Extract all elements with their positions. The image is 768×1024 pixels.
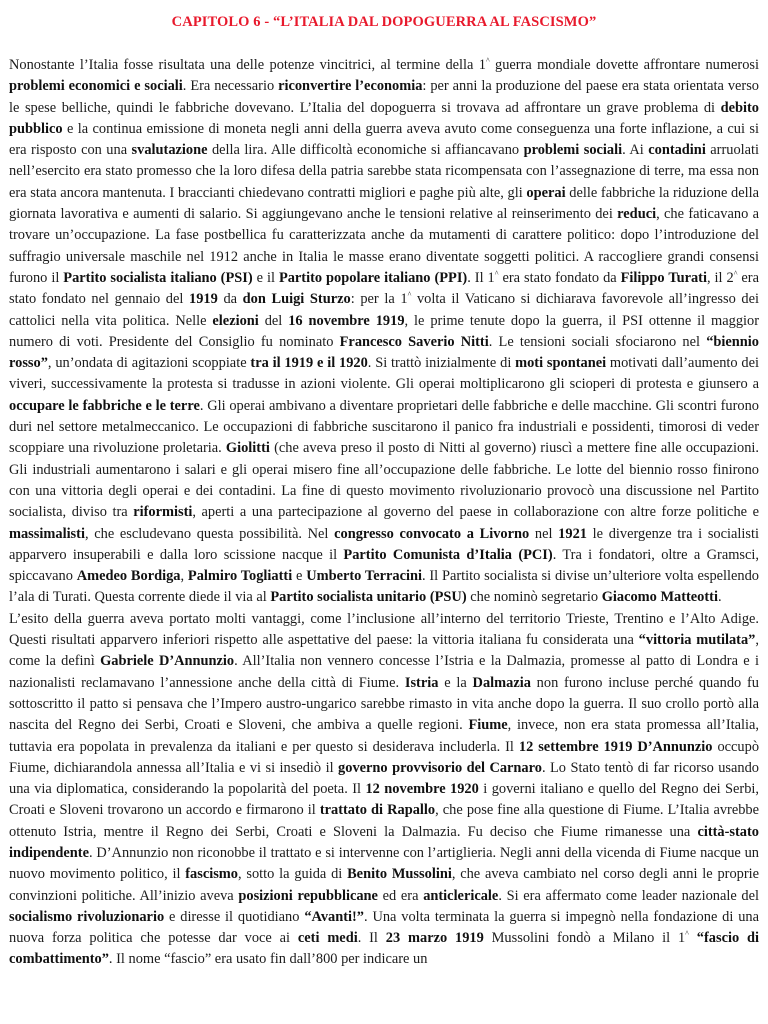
text-run: : per la 1	[350, 291, 408, 308]
bold-text: Filippo Turati	[620, 269, 707, 286]
bold-text: congresso convocato a Livorno	[334, 525, 530, 542]
text-run: , che aveva cambiato nel corso degli anni le proprie convinzioni politiche. All’inizio aveva	[9, 866, 760, 904]
superscript-text: ^	[685, 929, 689, 939]
bold-text: trattato di Rapallo	[319, 802, 436, 819]
bold-text: riconvertire l’economia	[278, 78, 423, 95]
text-run: , le prime tenute dopo la guerra, il PSI ottenne il maggior numero di voti. Presidente del Consiglio fu nominato	[9, 312, 760, 350]
text-run: era stato fondato nel gennaio del	[9, 269, 759, 308]
bold-text: riformisti	[133, 504, 193, 521]
text-run: e la	[438, 674, 473, 691]
text-run: ed era	[377, 887, 424, 904]
bold-text: socialismo rivoluzionario	[9, 908, 165, 925]
bold-text: Dalmazia	[472, 674, 531, 691]
bold-text: svalutazione	[131, 142, 208, 159]
bold-text: Istria	[404, 674, 439, 691]
text-run: L’esito della guerra aveva portato molti vantaggi, come l’inclusione all’interno del territorio Trieste, Trentino e l’Alto Adige. Questi risultati apparvero inferiori rispetto alle aspettative del paese: la vittoria italiana fu considerata una	[9, 610, 759, 649]
text-run: guerra mondiale dovette affrontare numerosi	[489, 57, 759, 73]
text-run: . Il nome “fascio” era usato fin dall’800 per indicare un	[108, 951, 428, 968]
text-run: . Una volta terminata la guerra si impegnò nella fondazione di una nuova forza politica che potesse dar voce ai	[9, 908, 760, 947]
bold-text: ceti medi	[297, 930, 358, 947]
bold-text: moti spontanei	[515, 355, 607, 372]
text-run: e il	[252, 269, 279, 286]
text-run: : per anni la produzione del paese era stata orientata verso le spese belliche, quindi le fabbriche dovevano. L’Italia del dopoguerra si trovava ad affrontare un grave problema di	[9, 78, 760, 116]
bold-text: problemi sociali	[523, 142, 623, 159]
bold-text: Giolitti	[225, 440, 270, 457]
bold-text: Partito Comunista d’Italia (PCI)	[343, 546, 553, 563]
text-run: . D’Annunzio non riconobbe il trattato e si intervenne con l’artiglieria. Negli anni della vicenda di Fiume nacque un nuovo movimento politico, il	[9, 844, 759, 883]
bold-text: Palmiro Togliatti	[187, 568, 293, 585]
bold-text: Umberto Terracini	[306, 568, 422, 585]
bold-text: tra il 1919 e il 1920	[250, 355, 368, 372]
bold-text: “fascio di combattimento”	[9, 930, 760, 968]
bold-text: “vittoria mutilata”	[638, 632, 756, 649]
chapter-title: CAPITOLO 6 - “L’ITALIA DAL DOPOGUERRA AL FASCISMO”	[171, 14, 597, 30]
text-run: , che faticavano a trovare un’occupazione. La fase postbellica fu caratterizzata anche da mutamenti di carattere politico: dopo l’introduzione del suffragio universale maschile nel 1912 anche in Italia le masse erano diventate soggetti politici. A raccogliere grandi consensi furono il	[9, 206, 759, 286]
text-run: era stato fondato da	[498, 269, 621, 286]
text-run: volta il Vaticano si dichiarava favorevole all’ingresso dei cattolici nella vita politica. Nelle	[9, 291, 760, 329]
text-run: e	[292, 568, 307, 585]
text-run: le divergenze tra i socialisti apparvero insuperabili e dalla loro scissione nacque il	[9, 525, 759, 563]
text-run: da	[217, 291, 243, 308]
bold-text: Partito popolare italiano (PPI)	[278, 269, 468, 286]
text-run: . Tra i fondatori, oltre a Gramsci, spiccavano	[9, 546, 759, 585]
bold-text: posizioni repubblicane	[238, 887, 378, 904]
superscript-text: ^	[733, 269, 738, 279]
text-run: , sotto la guida di	[238, 866, 348, 883]
bold-text: Fiume	[468, 717, 508, 734]
text-run: delle fabbriche la riduzione della giornata lavorativa e aumenti di salario. Si aggiungevano anche le tensioni relative al reinserimento dei	[9, 184, 759, 223]
bold-text: governo provvisorio del Carnaro	[338, 759, 542, 776]
text-run: . Gli operai ambivano a diventare proprietari delle fabbriche e delle macchine. Gli scontri furono duri nel settore metalmeccanico. Le occupazioni di fabbriche suscitarono il panico fra industriali e possidenti, timorosi di veder scoppiare una rivoluzione proletaria.	[9, 397, 759, 457]
text-run: . Era necessario	[182, 78, 279, 95]
text-run: non furono incluse perché quando fu sottoscritto il patto si pensava che l’Impero austro-ungarico sarebbe rimasto in vita anche dopo la guerra. Il suo crollo portò alla nascita del Regno dei Serbi, Croati e Sloveni, che ambiva a quelle regioni.	[9, 674, 759, 734]
text-run	[689, 930, 697, 946]
document-body	[9, 55, 759, 971]
text-run: , come la definì	[9, 632, 759, 670]
text-run: , invece, non era stata promessa all’Italia, tuttavia era popolata in prevalenza da italiani e per questo si desiderava includerla. Il	[9, 717, 759, 755]
bold-text: contadini	[648, 142, 706, 159]
paragraph	[9, 55, 759, 609]
text-run: e la continua emissione di moneta negli anni della guerra aveva avuto come conseguenza una forte inflazione, a cui si era risposto con una	[9, 120, 759, 159]
text-run: ,	[180, 568, 188, 585]
bold-text: 1921	[558, 525, 587, 542]
bold-text: Gabriele D’Annunzio	[100, 653, 235, 670]
text-run: . Le tensioni sociali sfociarono nel	[488, 333, 707, 350]
text-run: , che pose fine alla questione di Fiume. L’Italia avrebbe ottenuto Istria, mentre il Regno dei Serbi, Croati e Sloveni la Dalmazia. Fu deciso che Fiume rimanesse una	[9, 802, 759, 840]
bold-text: don Luigi Sturzo	[242, 291, 351, 308]
bold-text: Francesco Saverio Nitti	[339, 333, 489, 350]
bold-text: 23 marzo 1919	[385, 930, 484, 947]
text-run: della lira. Alle difficoltà economiche si affiancavano	[207, 142, 524, 159]
text-run: . Il 1	[467, 269, 495, 286]
text-run: i governi italiano e quello del Regno dei Serbi, Croati e Sloveni trovarono un accordo e firmarono il	[9, 781, 760, 819]
text-run: . Lo Stato tentò di far ricorso usando una via diplomatica, considerando la popolarità del poeta. Il	[9, 759, 759, 798]
text-run: . Ai	[622, 142, 649, 159]
bold-text: problemi economici e sociali	[9, 78, 183, 95]
text-run: . Si trattò inizialmente di	[367, 355, 516, 372]
bold-text: elezioni	[212, 312, 259, 329]
bold-text: città-stato indipendente	[9, 823, 759, 861]
bold-text: 1919	[189, 291, 218, 308]
text-run: Nonostante l’Italia fosse risultata una delle potenze vincitrici, al termine della 1	[9, 57, 486, 73]
bold-text: Amedeo Bordiga	[76, 568, 181, 585]
text-run: , aperti a una partecipazione al governo del paese in collaborazione con altre forze politiche e	[192, 504, 759, 521]
text-run: occupò Fiume, dichiarandola annessa all’Italia e vi si insediò il	[9, 738, 760, 776]
bold-text: Giacomo Matteotti	[601, 589, 718, 606]
text-run: Mussolini fondò a Milano il 1	[483, 930, 686, 947]
text-run: e diresse il quotidiano	[164, 908, 305, 925]
bold-text: 12 settembre 1919 D’Annunzio	[518, 738, 713, 755]
text-run: . Si era affermato come leader nazionale del	[498, 887, 759, 904]
text-run: . Il	[357, 930, 386, 947]
text-run: , che escludevano questa possibilità. Nel	[84, 525, 335, 542]
bold-text: debito pubblico	[9, 99, 759, 137]
bold-text: operai	[526, 184, 566, 201]
text-run: .	[717, 589, 722, 606]
bold-text: anticlericale	[423, 887, 499, 904]
bold-text: 12 novembre 1920	[365, 781, 479, 798]
superscript-text: ^	[485, 56, 490, 66]
text-run: . All’Italia non vennero concesse l’Istria e la Dalmazia, promesse al patto di Londra e i nazionalisti reclamavano l’annessione anche della città di Fiume.	[9, 653, 759, 691]
bold-text: “biennio rosso”	[9, 333, 759, 372]
bold-text: Benito Mussolini	[347, 866, 452, 883]
bold-text: occupare le fabbriche e le terre	[9, 397, 200, 414]
text-run: del	[258, 312, 289, 329]
text-run: che nominò segretario	[466, 589, 602, 606]
bold-text: Partito socialista italiano (PSI)	[63, 269, 253, 286]
bold-text: “Avanti!”	[304, 908, 365, 925]
text-run: , un’ondata di agitazioni scoppiate	[47, 355, 251, 372]
text-run: motivati dall’aumento dei viveri, successivamente la protesta si tradusse in azioni violente. Gli operai moltiplicarono gli scioperi di protesta e giunsero a	[9, 355, 759, 393]
text-run: (che aveva preso il posto di Nitti al governo) riuscì a mettere fine alle occupazioni. Gli industriali aumentarono i salari e gli operai misero fine all’occupazione delle fabbriche. Le lotte del biennio rosso finirono con una vittoria degli operai e dei contadini. La fine di questo movimento rivoluzionario provocò una discussione nel Partito socialista, diviso tra	[9, 440, 759, 521]
text-run: nel	[529, 525, 559, 542]
text-run: , il 2	[706, 269, 734, 286]
text-run: . Il Partito socialista si divise un’ulteriore volta espellendo l’ala di Turati. Questa corrente diede il via al	[9, 568, 759, 606]
bold-text: Partito socialista unitario (PSU)	[270, 589, 467, 606]
paragraph	[9, 609, 759, 971]
bold-text: massimalisti	[9, 525, 85, 542]
superscript-text: ^	[407, 290, 412, 300]
superscript-text: ^	[494, 269, 499, 279]
bold-text: fascismo	[185, 866, 238, 883]
text-run: arruolati nell’esercito era stato promesso che la loro difesa della patria sarebbe stata ricompensata con l’assegnazione di terre, ma essa non era stata ancora mantenuta. I braccianti chiedevano contratti migliori e paghe più alte, gli	[9, 142, 760, 201]
bold-text: reduci	[617, 206, 657, 223]
bold-text: 16 novembre 1919	[288, 312, 405, 329]
